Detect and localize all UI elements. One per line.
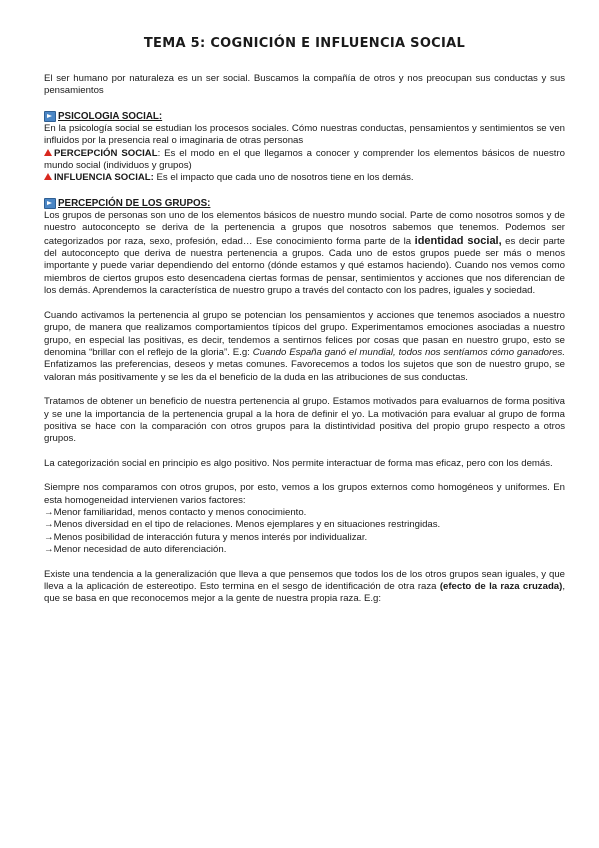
- section-heading-percepcion-grupos: [44, 197, 565, 210]
- psicologia-paragraph: En la psicología social se estudian los procesos sociales. Cómo nuestras conductas, pensamientos y sentimientos se ven influidos por la presencia real o imaginaria de otras personas: [44, 122, 565, 147]
- text-run: Enfatizamos las preferencias, deseos y metas comunes. Favorecemos a todos los sujetos que son de nuestro grupo, se valoran más positivamente y se les da el beneficio de la duda en las atribuciones de sus conductas.: [44, 359, 565, 383]
- list-item: →Menor familiaridad, menos contacto y menos conocimiento.: [44, 506, 307, 518]
- term-label: PERCEPCIÓN SOCIAL: [54, 147, 158, 159]
- text-run: Los grupos de personas son uno de los elementos básicos de nuestro mundo social. Parte de como nosotros somos y de nuestro autoconcepto se deriva de la pertenencia a grupos que nosotros sabemos que tenemos. Podemos ser categorizados por raza, sexo, profesión, edad… Ese conocimiento forma parte de la: [44, 209, 565, 247]
- section-heading-psicologia: [44, 110, 565, 123]
- identidad-social-term: identidad social,: [414, 234, 502, 247]
- text-run: Existe una tendencia a la generalización que lleva a que pensemos que todos los de los otros grupos sean iguales, y que lleva a la aplicación de estereotipo. Esto termina en el sesgo de identificación de otra raza: [44, 568, 565, 592]
- percepcion-social-item: [44, 148, 565, 173]
- grupos-paragraph-6: [44, 569, 565, 606]
- list-item: →Menor necesidad de auto diferenciación.: [44, 544, 227, 556]
- grupos-paragraph-4: La categorización social en principio es algo positivo. Nos permite interactuar de forma mas eficaz, pero con los demás.: [44, 457, 553, 469]
- section-heading-label: PSICOLOGIA SOCIAL:: [58, 110, 163, 122]
- page-title: TEMA 5: COGNICIÓN E INFLUENCIA SOCIAL: [143, 36, 466, 51]
- text-run: es decir parte del autoconcepto que deriva de nuestra pertenencia a grupos. Cada uno de estos grupos puede ser más o menos importante y puede variar dependiendo del entorno (dónde estamos y qué estamos haciendo). Cuando nos vemos como miembros de ciertos grupos esto desencadena ciertas formas de pensar, sentimientos y acciones que nos diferencian de los demás. Aprendemos la característica de nuestro grupo a través del contacto con los padres, iguales y sociedad.: [44, 235, 565, 297]
- text-run: , que se basa en que reconocemos mejor a la gente de nuestra propia raza. E.g:: [44, 581, 566, 605]
- red-triangle-icon: [44, 149, 52, 156]
- document-page: [44, 36, 565, 606]
- list-item: →Menos diversidad en el tipo de relaciones. Menos ejemplares y en situaciones restringidas.: [44, 519, 441, 531]
- section-heading-label: PERCEPCIÓN DE LOS GRUPOS:: [58, 197, 211, 209]
- example-italic: Cuando España ganó el mundial, todos nos sentíamos cómo ganadores.: [252, 346, 565, 358]
- efecto-raza-cruzada-term: (efecto de la raza cruzada): [439, 581, 563, 592]
- red-triangle-icon: [44, 173, 52, 180]
- grupos-paragraph-5: Siempre nos comparamos con otros grupos, por esto, vemos a los grupos externos como homogéneos y uniformes. En esta homogeneidad intervienen varios factores:: [44, 482, 565, 506]
- intro-paragraph: El ser humano por naturaleza es un ser social. Buscamos la compañía de otros y nos preocupan sus conductas y sus pensamientos: [44, 73, 565, 97]
- grupos-paragraph-3: Tratamos de obtener un beneficio de nuestra pertenencia al grupo. Estamos motivados para evaluarnos de forma positiva y se une la importancia de la pertenencia grupal a la hora de definir el yo. La motivación para evaluar al grupo de forma positiva se hace con la comparación con otros grupos para la distintividad positiva del propio grupo respecto a otros grupos.: [44, 396, 565, 445]
- arrow-right-icon: [44, 111, 56, 122]
- term-label: INFLUENCIA SOCIAL:: [54, 172, 154, 184]
- term-definition: Es el impacto que cada uno de nosotros tiene en los demás.: [153, 172, 414, 184]
- grupos-paragraph-1: [44, 210, 565, 298]
- term-definition: : Es el modo en el que llegamos a conocer y comprender los elementos básicos de nuestro mundo social (individuos y grupos): [44, 147, 565, 172]
- list-item: →Menos posibilidad de interacción futura y menos interés por individualizar.: [44, 531, 368, 543]
- grupos-paragraph-2: [44, 310, 565, 384]
- text-run: Cuando activamos la pertenencia al grupo se potencian los pensamientos y acciones que tenemos asociados a nuestro grupo, de manera que realizamos comportamientos típicos del grupo. Experimentamos emociones asociadas a nuestro grupo, en especial las positivas, es decir, tendemos a sentirnos felices por cosas que pasan en nuestro grupo, esto se denomina “brillar con el reflejo de la gloria”. E.g:: [44, 309, 565, 358]
- influencia-social-item: [44, 172, 565, 184]
- arrow-right-icon: [44, 198, 56, 209]
- factors-list: [44, 507, 565, 557]
